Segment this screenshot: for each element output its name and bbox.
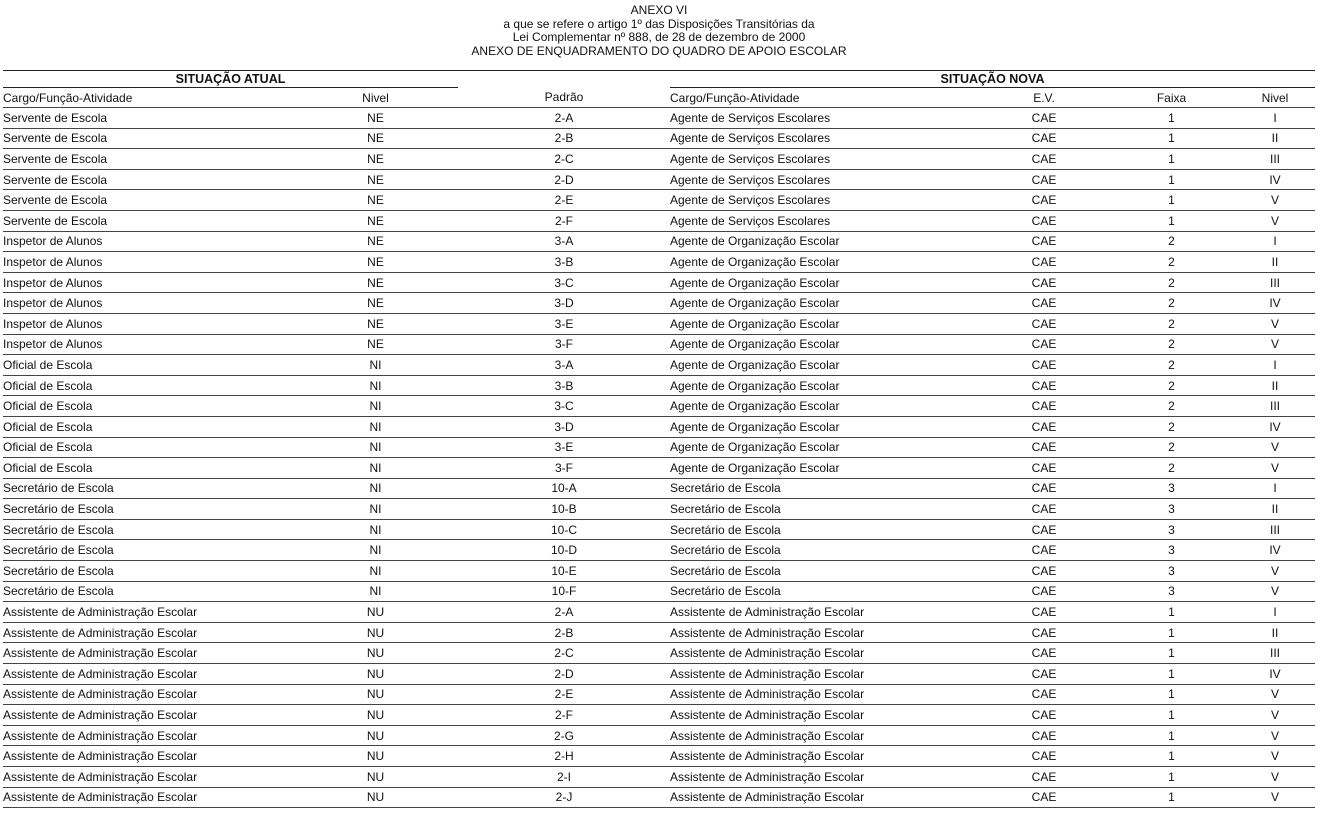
law-reference: Lei Complementar nº 888, de 28 de dezembro de 2000 <box>512 30 806 44</box>
cell-nivel-nova: I <box>1235 602 1315 623</box>
cell-nivel-nova: V <box>1235 767 1315 788</box>
cell-ev: CAE <box>980 622 1108 643</box>
cell-nivel-atual: NE <box>293 210 458 231</box>
cell-cargo-nova: Agente de Serviços Escolares <box>670 210 980 231</box>
cell-nivel-nova: I <box>1235 108 1315 129</box>
cell-faixa: 2 <box>1108 355 1235 376</box>
cell-ev: CAE <box>980 169 1108 190</box>
cell-padrao: 3-F <box>458 458 670 479</box>
cell-nivel-atual: NU <box>293 684 458 705</box>
cell-cargo-atual: Secretário de Escola <box>3 519 293 540</box>
table-row <box>3 334 1315 355</box>
cell-nivel-nova: IV <box>1235 169 1315 190</box>
cell-faixa: 2 <box>1108 396 1235 417</box>
document-header <box>0 4 1318 58</box>
table-row <box>3 210 1315 231</box>
cell-nivel-nova: II <box>1235 622 1315 643</box>
cell-cargo-atual: Servente de Escola <box>3 169 293 190</box>
cell-cargo-atual: Assistente de Administração Escolar <box>3 643 293 664</box>
cell-nivel-atual: NE <box>293 334 458 355</box>
cell-cargo-atual: Servente de Escola <box>3 149 293 170</box>
cell-ev: CAE <box>980 437 1108 458</box>
cell-faixa: 1 <box>1108 684 1235 705</box>
cell-padrao: 2-I <box>458 767 670 788</box>
cell-nivel-atual: NI <box>293 416 458 437</box>
col-faixa: Faixa <box>1108 88 1235 108</box>
cell-nivel-atual: NE <box>293 128 458 149</box>
cell-ev: CAE <box>980 499 1108 520</box>
cell-nivel-nova: V <box>1235 787 1315 808</box>
cell-nivel-nova: II <box>1235 128 1315 149</box>
cell-cargo-atual: Assistente de Administração Escolar <box>3 767 293 788</box>
cell-padrao: 3-A <box>458 355 670 376</box>
section-situacao-atual: SITUAÇÃO ATUAL <box>3 71 458 88</box>
cell-nivel-nova: II <box>1235 375 1315 396</box>
cell-cargo-atual: Oficial de Escola <box>3 375 293 396</box>
cell-faixa: 1 <box>1108 787 1235 808</box>
cell-ev: CAE <box>980 375 1108 396</box>
cell-nivel-atual: NE <box>293 108 458 129</box>
cell-nivel-atual: NE <box>293 272 458 293</box>
cell-ev: CAE <box>980 664 1108 685</box>
cell-padrao: 2-E <box>458 684 670 705</box>
cell-nivel-nova: I <box>1235 231 1315 252</box>
cell-cargo-nova: Agente de Serviços Escolares <box>670 169 980 190</box>
cell-cargo-nova: Assistente de Administração Escolar <box>670 705 980 726</box>
cell-nivel-nova: V <box>1235 705 1315 726</box>
table-row <box>3 252 1315 273</box>
table-row <box>3 499 1315 520</box>
cell-nivel-atual: NI <box>293 355 458 376</box>
cell-ev: CAE <box>980 602 1108 623</box>
cell-nivel-atual: NU <box>293 622 458 643</box>
table-row <box>3 169 1315 190</box>
cell-nivel-nova: IV <box>1235 416 1315 437</box>
cell-ev: CAE <box>980 581 1108 602</box>
cell-faixa: 1 <box>1108 643 1235 664</box>
cell-cargo-atual: Inspetor de Alunos <box>3 334 293 355</box>
cell-ev: CAE <box>980 252 1108 273</box>
table-row <box>3 313 1315 334</box>
cell-faixa: 2 <box>1108 458 1235 479</box>
cell-faixa: 3 <box>1108 540 1235 561</box>
cell-cargo-nova: Agente de Organização Escolar <box>670 396 980 417</box>
cell-padrao: 3-B <box>458 252 670 273</box>
cell-faixa: 1 <box>1108 210 1235 231</box>
cell-cargo-nova: Assistente de Administração Escolar <box>670 664 980 685</box>
cell-nivel-nova: IV <box>1235 540 1315 561</box>
cell-padrao: 2-A <box>458 108 670 129</box>
table-row <box>3 355 1315 376</box>
cell-faixa: 2 <box>1108 293 1235 314</box>
cell-cargo-atual: Servente de Escola <box>3 108 293 129</box>
cell-cargo-nova: Agente de Serviços Escolares <box>670 108 980 129</box>
cell-ev: CAE <box>980 272 1108 293</box>
cell-padrao: 3-D <box>458 416 670 437</box>
column-header-row <box>3 88 1315 108</box>
cell-nivel-nova: III <box>1235 519 1315 540</box>
cell-padrao: 10-C <box>458 519 670 540</box>
cell-padrao: 3-C <box>458 396 670 417</box>
cell-nivel-nova: I <box>1235 478 1315 499</box>
cell-cargo-nova: Assistente de Administração Escolar <box>670 787 980 808</box>
table-row <box>3 478 1315 499</box>
cell-padrao: 2-G <box>458 725 670 746</box>
cell-faixa: 2 <box>1108 375 1235 396</box>
cell-ev: CAE <box>980 767 1108 788</box>
cell-nivel-nova: III <box>1235 396 1315 417</box>
cell-padrao: 3-D <box>458 293 670 314</box>
cell-cargo-nova: Agente de Organização Escolar <box>670 231 980 252</box>
cell-cargo-nova: Secretário de Escola <box>670 561 980 582</box>
annex-title: ANEXO DE ENQUADRAMENTO DO QUADRO DE APOIO ESCOLAR <box>471 43 847 58</box>
table-row <box>3 272 1315 293</box>
cell-nivel-atual: NI <box>293 458 458 479</box>
cell-cargo-atual: Inspetor de Alunos <box>3 313 293 334</box>
cell-nivel-nova: V <box>1235 334 1315 355</box>
table-row <box>3 231 1315 252</box>
table-row <box>3 416 1315 437</box>
cell-faixa: 1 <box>1108 190 1235 211</box>
cell-faixa: 1 <box>1108 108 1235 129</box>
cell-cargo-atual: Secretário de Escola <box>3 581 293 602</box>
col-nivel-nova: Nivel <box>1235 88 1315 108</box>
cell-cargo-nova: Agente de Organização Escolar <box>670 416 980 437</box>
cell-padrao: 2-C <box>458 643 670 664</box>
cell-cargo-atual: Inspetor de Alunos <box>3 272 293 293</box>
section-header-row <box>3 71 1315 88</box>
cell-padrao: 2-F <box>458 705 670 726</box>
table-row <box>3 540 1315 561</box>
cell-faixa: 3 <box>1108 478 1235 499</box>
table-row <box>3 190 1315 211</box>
table-row <box>3 437 1315 458</box>
table-row <box>3 561 1315 582</box>
cell-cargo-nova: Agente de Organização Escolar <box>670 334 980 355</box>
cell-cargo-nova: Secretário de Escola <box>670 499 980 520</box>
cell-faixa: 3 <box>1108 561 1235 582</box>
col-cargo-nova: Cargo/Função-Atividade <box>670 88 980 108</box>
cell-ev: CAE <box>980 787 1108 808</box>
cell-padrao: 2-E <box>458 190 670 211</box>
cell-cargo-atual: Inspetor de Alunos <box>3 231 293 252</box>
cell-nivel-atual: NE <box>293 252 458 273</box>
table-row <box>3 622 1315 643</box>
cell-ev: CAE <box>980 643 1108 664</box>
cell-padrao: 2-C <box>458 149 670 170</box>
cell-cargo-atual: Oficial de Escola <box>3 355 293 376</box>
cell-cargo-atual: Servente de Escola <box>3 190 293 211</box>
cell-cargo-atual: Assistente de Administração Escolar <box>3 622 293 643</box>
cell-cargo-atual: Assistente de Administração Escolar <box>3 664 293 685</box>
cell-cargo-atual: Oficial de Escola <box>3 437 293 458</box>
cell-nivel-atual: NE <box>293 190 458 211</box>
cell-cargo-nova: Agente de Organização Escolar <box>670 252 980 273</box>
cell-cargo-atual: Secretário de Escola <box>3 499 293 520</box>
cell-padrao: 3-F <box>458 334 670 355</box>
annex-number: ANEXO VI <box>630 3 688 17</box>
cell-ev: CAE <box>980 458 1108 479</box>
cell-padrao: 10-D <box>458 540 670 561</box>
cell-ev: CAE <box>980 355 1108 376</box>
cell-nivel-atual: NU <box>293 664 458 685</box>
cell-ev: CAE <box>980 334 1108 355</box>
cell-nivel-atual: NI <box>293 499 458 520</box>
cell-nivel-nova: V <box>1235 313 1315 334</box>
cell-nivel-nova: V <box>1235 190 1315 211</box>
cell-faixa: 1 <box>1108 705 1235 726</box>
cell-faixa: 1 <box>1108 725 1235 746</box>
table-row <box>3 684 1315 705</box>
cell-faixa: 2 <box>1108 334 1235 355</box>
cell-nivel-nova: V <box>1235 561 1315 582</box>
section-gap <box>458 71 670 88</box>
cell-faixa: 1 <box>1108 169 1235 190</box>
cell-faixa: 3 <box>1108 519 1235 540</box>
cell-faixa: 3 <box>1108 581 1235 602</box>
cell-nivel-nova: V <box>1235 210 1315 231</box>
cell-ev: CAE <box>980 396 1108 417</box>
table-row <box>3 108 1315 129</box>
cell-cargo-nova: Assistente de Administração Escolar <box>670 684 980 705</box>
cell-padrao: 10-B <box>458 499 670 520</box>
cell-cargo-atual: Oficial de Escola <box>3 416 293 437</box>
cell-nivel-nova: II <box>1235 499 1315 520</box>
cell-cargo-atual: Assistente de Administração Escolar <box>3 705 293 726</box>
col-cargo-atual: Cargo/Função-Atividade <box>3 88 293 108</box>
cell-nivel-atual: NE <box>293 293 458 314</box>
cell-nivel-atual: NU <box>293 643 458 664</box>
cell-cargo-nova: Secretário de Escola <box>670 581 980 602</box>
table-row <box>3 664 1315 685</box>
cell-padrao: 10-A <box>458 478 670 499</box>
table-row <box>3 293 1315 314</box>
cell-nivel-nova: I <box>1235 355 1315 376</box>
cell-faixa: 1 <box>1108 602 1235 623</box>
cell-padrao: 3-B <box>458 375 670 396</box>
cell-padrao: 3-C <box>458 272 670 293</box>
cell-faixa: 1 <box>1108 128 1235 149</box>
cell-faixa: 1 <box>1108 149 1235 170</box>
cell-nivel-atual: NI <box>293 561 458 582</box>
cell-cargo-nova: Assistente de Administração Escolar <box>670 602 980 623</box>
cell-padrao: 2-B <box>458 128 670 149</box>
cell-cargo-nova: Assistente de Administração Escolar <box>670 746 980 767</box>
cell-padrao: 3-A <box>458 231 670 252</box>
cell-ev: CAE <box>980 705 1108 726</box>
table-row <box>3 602 1315 623</box>
cell-faixa: 2 <box>1108 252 1235 273</box>
cell-cargo-nova: Agente de Serviços Escolares <box>670 149 980 170</box>
cell-ev: CAE <box>980 108 1108 129</box>
cell-ev: CAE <box>980 746 1108 767</box>
cell-nivel-atual: NE <box>293 231 458 252</box>
cell-nivel-atual: NI <box>293 437 458 458</box>
cell-cargo-nova: Agente de Serviços Escolares <box>670 128 980 149</box>
cell-nivel-atual: NU <box>293 725 458 746</box>
cell-padrao: 10-F <box>458 581 670 602</box>
cell-ev: CAE <box>980 478 1108 499</box>
cell-nivel-nova: V <box>1235 684 1315 705</box>
cell-nivel-nova: V <box>1235 725 1315 746</box>
cell-nivel-atual: NU <box>293 705 458 726</box>
cell-nivel-nova: V <box>1235 581 1315 602</box>
cell-cargo-nova: Agente de Organização Escolar <box>670 355 980 376</box>
cell-cargo-atual: Inspetor de Alunos <box>3 293 293 314</box>
enquadramento-table <box>3 70 1315 808</box>
cell-cargo-atual: Secretário de Escola <box>3 540 293 561</box>
cell-ev: CAE <box>980 725 1108 746</box>
cell-nivel-nova: V <box>1235 746 1315 767</box>
cell-ev: CAE <box>980 231 1108 252</box>
cell-ev: CAE <box>980 128 1108 149</box>
cell-cargo-atual: Secretário de Escola <box>3 478 293 499</box>
cell-ev: CAE <box>980 210 1108 231</box>
cell-nivel-atual: NE <box>293 169 458 190</box>
table-row <box>3 396 1315 417</box>
cell-nivel-nova: II <box>1235 252 1315 273</box>
table-row <box>3 519 1315 540</box>
cell-nivel-nova: III <box>1235 272 1315 293</box>
table-row <box>3 705 1315 726</box>
section-situacao-nova: SITUAÇÃO NOVA <box>670 71 1315 88</box>
cell-ev: CAE <box>980 293 1108 314</box>
cell-ev: CAE <box>980 416 1108 437</box>
table-row <box>3 767 1315 788</box>
cell-cargo-nova: Assistente de Administração Escolar <box>670 725 980 746</box>
cell-nivel-nova: V <box>1235 458 1315 479</box>
cell-padrao: 2-D <box>458 664 670 685</box>
table-row <box>3 581 1315 602</box>
cell-cargo-atual: Oficial de Escola <box>3 396 293 417</box>
cell-cargo-nova: Secretário de Escola <box>670 478 980 499</box>
cell-nivel-atual: NE <box>293 149 458 170</box>
cell-padrao: 2-F <box>458 210 670 231</box>
cell-cargo-atual: Assistente de Administração Escolar <box>3 684 293 705</box>
cell-nivel-nova: III <box>1235 643 1315 664</box>
cell-nivel-atual: NU <box>293 746 458 767</box>
cell-faixa: 2 <box>1108 231 1235 252</box>
cell-cargo-atual: Assistente de Administração Escolar <box>3 787 293 808</box>
cell-faixa: 1 <box>1108 746 1235 767</box>
cell-faixa: 1 <box>1108 664 1235 685</box>
cell-cargo-nova: Assistente de Administração Escolar <box>670 767 980 788</box>
table-row <box>3 128 1315 149</box>
cell-cargo-nova: Agente de Organização Escolar <box>670 272 980 293</box>
cell-nivel-atual: NI <box>293 478 458 499</box>
table-row <box>3 375 1315 396</box>
table-row <box>3 643 1315 664</box>
cell-padrao: 2-B <box>458 622 670 643</box>
cell-cargo-nova: Agente de Organização Escolar <box>670 313 980 334</box>
cell-nivel-nova: IV <box>1235 293 1315 314</box>
cell-nivel-atual: NI <box>293 375 458 396</box>
cell-faixa: 2 <box>1108 437 1235 458</box>
cell-nivel-atual: NE <box>293 313 458 334</box>
cell-faixa: 1 <box>1108 767 1235 788</box>
cell-cargo-atual: Servente de Escola <box>3 128 293 149</box>
cell-cargo-atual: Assistente de Administração Escolar <box>3 746 293 767</box>
cell-cargo-nova: Assistente de Administração Escolar <box>670 622 980 643</box>
cell-ev: CAE <box>980 561 1108 582</box>
cell-faixa: 2 <box>1108 272 1235 293</box>
cell-cargo-nova: Agente de Serviços Escolares <box>670 190 980 211</box>
cell-padrao: 3-E <box>458 313 670 334</box>
cell-padrao: 2-J <box>458 787 670 808</box>
cell-ev: CAE <box>980 540 1108 561</box>
cell-cargo-atual: Assistente de Administração Escolar <box>3 602 293 623</box>
cell-ev: CAE <box>980 519 1108 540</box>
cell-padrao: 2-D <box>458 169 670 190</box>
cell-ev: CAE <box>980 190 1108 211</box>
cell-faixa: 2 <box>1108 416 1235 437</box>
cell-nivel-atual: NI <box>293 540 458 561</box>
table-row <box>3 746 1315 767</box>
cell-faixa: 1 <box>1108 622 1235 643</box>
cell-cargo-atual: Oficial de Escola <box>3 458 293 479</box>
cell-nivel-nova: IV <box>1235 664 1315 685</box>
cell-padrao: 3-E <box>458 437 670 458</box>
cell-nivel-atual: NU <box>293 602 458 623</box>
cell-padrao: 10-E <box>458 561 670 582</box>
cell-cargo-atual: Inspetor de Alunos <box>3 252 293 273</box>
cell-ev: CAE <box>980 684 1108 705</box>
cell-nivel-atual: NI <box>293 396 458 417</box>
annex-reference: a que se refere o artigo 1º das Disposições Transitórias da <box>503 16 815 31</box>
cell-cargo-nova: Agente de Organização Escolar <box>670 437 980 458</box>
cell-cargo-nova: Agente de Organização Escolar <box>670 293 980 314</box>
cell-ev: CAE <box>980 149 1108 170</box>
table-row <box>3 149 1315 170</box>
col-nivel-atual: Nivel <box>293 88 458 108</box>
cell-cargo-atual: Secretário de Escola <box>3 561 293 582</box>
cell-cargo-atual: Servente de Escola <box>3 210 293 231</box>
cell-cargo-nova: Assistente de Administração Escolar <box>670 643 980 664</box>
cell-padrao: 2-A <box>458 602 670 623</box>
table-body <box>3 108 1315 808</box>
cell-faixa: 3 <box>1108 499 1235 520</box>
cell-padrao: 2-H <box>458 746 670 767</box>
cell-nivel-nova: III <box>1235 149 1315 170</box>
cell-nivel-nova: V <box>1235 437 1315 458</box>
cell-ev: CAE <box>980 313 1108 334</box>
cell-cargo-nova: Agente de Organização Escolar <box>670 375 980 396</box>
cell-cargo-nova: Agente de Organização Escolar <box>670 458 980 479</box>
cell-cargo-nova: Secretário de Escola <box>670 540 980 561</box>
cell-nivel-atual: NU <box>293 787 458 808</box>
table-row <box>3 725 1315 746</box>
cell-faixa: 2 <box>1108 313 1235 334</box>
col-padrao: Padrão <box>458 88 670 108</box>
cell-nivel-atual: NI <box>293 519 458 540</box>
col-ev: E.V. <box>980 88 1108 108</box>
cell-cargo-atual: Assistente de Administração Escolar <box>3 725 293 746</box>
cell-cargo-nova: Secretário de Escola <box>670 519 980 540</box>
table-row <box>3 458 1315 479</box>
table-row <box>3 787 1315 808</box>
cell-nivel-atual: NI <box>293 581 458 602</box>
cell-nivel-atual: NU <box>293 767 458 788</box>
